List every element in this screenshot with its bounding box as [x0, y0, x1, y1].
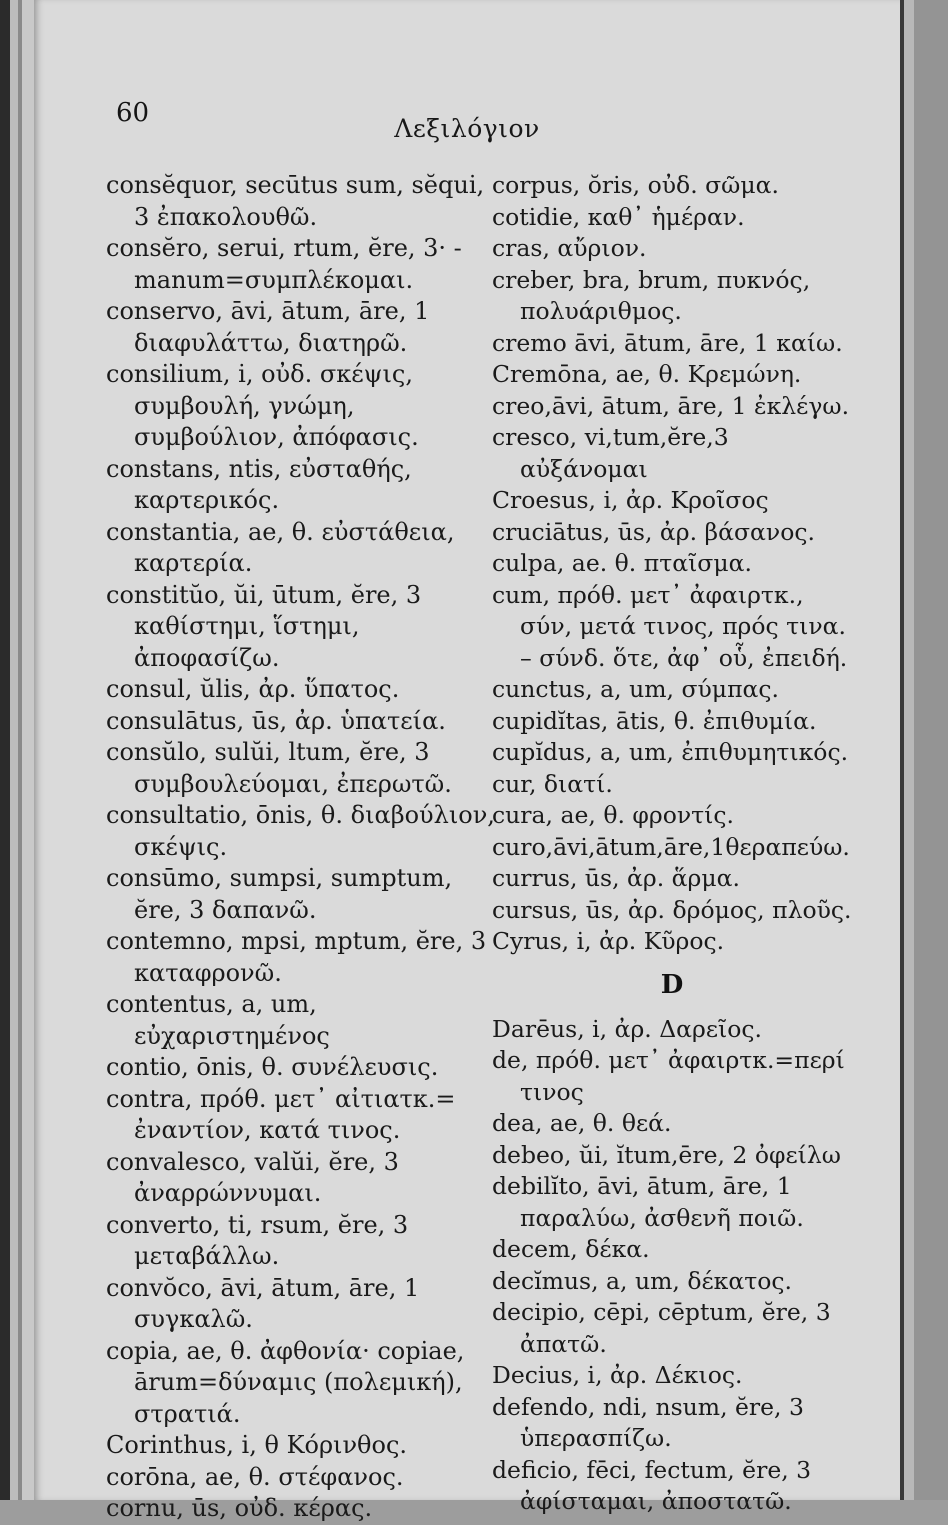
dictionary-entry: consĕquor, secūtus sum, sĕqui, 3 ἐπακολουθῶ.	[106, 171, 485, 231]
dictionary-entry: culpa, ae. θ. πταῖσμα.	[492, 549, 752, 577]
dictionary-entry: cruciātus, ūs, ἀρ. βάσανος.	[492, 517, 815, 546]
dictionary-entry: decipio, cēpi, cēptum, ĕre, 3 ἀπατῶ.	[492, 1298, 831, 1358]
dictionary-entry: cremo āvi, ātum, āre, 1 καίω.	[492, 328, 843, 357]
book-gutter	[0, 0, 34, 1500]
dictionary-entry: convalesco, valŭi, ĕre, 3 ἀναρρώννυμαι.	[106, 1147, 399, 1207]
dictionary-entry: consĕro, serui, rtum, ĕre, 3· -manum=συμπλέκομαι.	[106, 234, 462, 294]
dictionary-entry: converto, ti, rsum, ĕre, 3 μεταβάλλω.	[106, 1210, 409, 1270]
dictionary-entry: decem, δέκα.	[492, 1235, 650, 1263]
dictionary-entry: constitŭo, ŭi, ūtum, ĕre, 3 καθίστημι, ἵστημι, ἀποφασίζω.	[106, 580, 422, 672]
dictionary-entry: consulātus, ūs, ἀρ. ὑπατεία.	[106, 706, 446, 735]
dictionary-entry: Cyrus, i, ἀρ. Κῦρος.	[492, 927, 725, 955]
dictionary-entry: consilium, i, οὐδ. σκέψις, συμβουλή, γνώμη, συμβούλιον, ἀπόφασις.	[106, 360, 419, 451]
dictionary-entry: deficio, fēci, fectum, ĕre, 3 ἀφίσταμαι, ἀποστατῶ.	[492, 1455, 812, 1515]
dictionary-entry: contemno, mpsi, mptum, ĕre, 3 καταφρονῶ.	[106, 927, 487, 987]
dictionary-entry: Corinthus, i, θ Κόρινθος.	[106, 1431, 408, 1459]
dictionary-entry: constans, ntis, εὐσταθής, καρτερικός.	[106, 454, 412, 514]
dictionary-entry: debeo, ŭi, ĭtum,ēre, 2 ὀφείλω	[492, 1140, 841, 1169]
dictionary-entry: cursus, ūs, ἀρ. δρόμος, πλοῦς.	[492, 895, 852, 924]
dictionary-entry: Decius, i, ἀρ. Δέκιος.	[492, 1361, 743, 1389]
page-number: 60	[116, 98, 150, 128]
dictionary-entry: constantia, ae, θ. εὐστάθεια, καρτερία.	[106, 517, 455, 577]
dictionary-entry: Cremōna, ae, θ. Κρεμώνη.	[492, 360, 802, 388]
section-letter-heading: D	[660, 969, 684, 1000]
dictionary-entry: cupidĭtas, ātis, θ. ἐπιθυμία.	[492, 706, 817, 735]
running-title: Λεξιλόγιον	[394, 114, 540, 143]
dictionary-entry: consūmo, sumpsi, sumptum, ĕre, 3 δαπανῶ.	[106, 864, 453, 924]
dictionary-entry: cresco, vi,tum,ĕre,3 αὐξάνομαι	[492, 423, 729, 483]
dictionary-entry: conservo, āvi, ātum, āre, 1 διαφυλάττω, διατηρῶ.	[106, 297, 430, 357]
dictionary-entry: dea, ae, θ. θεά.	[492, 1109, 672, 1137]
scan-border	[900, 0, 948, 1500]
dictionary-entry: corpus, ŏris, οὐδ. σῶμα.	[492, 171, 779, 199]
right-column	[492, 170, 852, 1518]
dictionary-entry: contra, πρόθ. μετ᾽ αἰτιατκ.= ἐναντίον, κατά τινος.	[106, 1084, 456, 1144]
dictionary-entry: curo,āvi,ātum,āre,1θεραπεύω.	[492, 832, 850, 861]
dictionary-entry: cras, αὔριον.	[492, 234, 647, 262]
dictionary-entry: contentus, a, um, εὐχαριστημένος	[106, 990, 330, 1050]
dictionary-entry: corōna, ae, θ. στέφανος.	[106, 1462, 404, 1491]
dictionary-entry: cornu, ūs, οὐδ. κέρας.	[106, 1494, 373, 1522]
dictionary-entry: consŭlo, sulŭi, ltum, ĕre, 3 συμβουλεύομαι, ἐπερωτῶ.	[106, 738, 452, 798]
dictionary-entry: Darēus, i, ἀρ. Δαρεῖος.	[492, 1014, 763, 1043]
dictionary-entry: defendo, ndi, nsum, ĕre, 3 ὑπερασπίζω.	[492, 1392, 804, 1452]
dictionary-page	[34, 0, 900, 1522]
dictionary-entry: debilĭto, āvi, ātum, āre, 1 παραλύω, ἀσθενῆ ποιῶ.	[492, 1172, 804, 1232]
dictionary-entry: cur, διατί.	[492, 769, 613, 798]
dictionary-entry: copia, ae, θ. ἀφθονία· copiae, ārum=δύναμις (πολεμική), στρατιά.	[106, 1336, 465, 1428]
dictionary-entry: cum, πρόθ. μετ᾽ ἀφαιρτκ., σύν, μετά τινος, πρός τινα. – σύνδ. ὅτε, ἀφ᾽ οὗ, ἐπειδή.	[492, 580, 848, 672]
dictionary-entry: consul, ŭlis, ἀρ. ὕπατος.	[106, 675, 400, 703]
dictionary-entry: consultatio, ōnis, θ. διαβούλιον, σκέψις.	[106, 801, 495, 861]
dictionary-entry: currus, ūs, ἀρ. ἅρμα.	[492, 864, 740, 892]
dictionary-entry: de, πρόθ. μετ᾽ ἀφαιρτκ.=περί τινος	[492, 1046, 845, 1106]
dictionary-entry: convŏco, āvi, ātum, āre, 1 συγκαλῶ.	[106, 1273, 420, 1333]
dictionary-entry: Croesus, i, ἀρ. Κροῖσος	[492, 486, 769, 514]
dictionary-entry: decĭmus, a, um, δέκατος.	[492, 1266, 793, 1295]
dictionary-entry: cupĭdus, a, um, ἐπιθυμητικός.	[492, 738, 849, 766]
dictionary-entry: contio, ōnis, θ. συνέλευσις.	[106, 1053, 439, 1081]
dictionary-entry: cotidie, καθ᾽ ἡμέραν.	[492, 202, 745, 231]
dictionary-entry: creo,āvi, ātum, āre, 1 ἐκλέγω.	[492, 391, 850, 420]
left-column	[106, 170, 506, 1525]
dictionary-entry: creber, bra, brum, πυκνός, πολυάριθμος.	[492, 265, 811, 325]
dictionary-entry: cunctus, a, um, σύμπας.	[492, 675, 780, 703]
dictionary-entry: cura, ae, θ. φροντίς.	[492, 801, 734, 829]
